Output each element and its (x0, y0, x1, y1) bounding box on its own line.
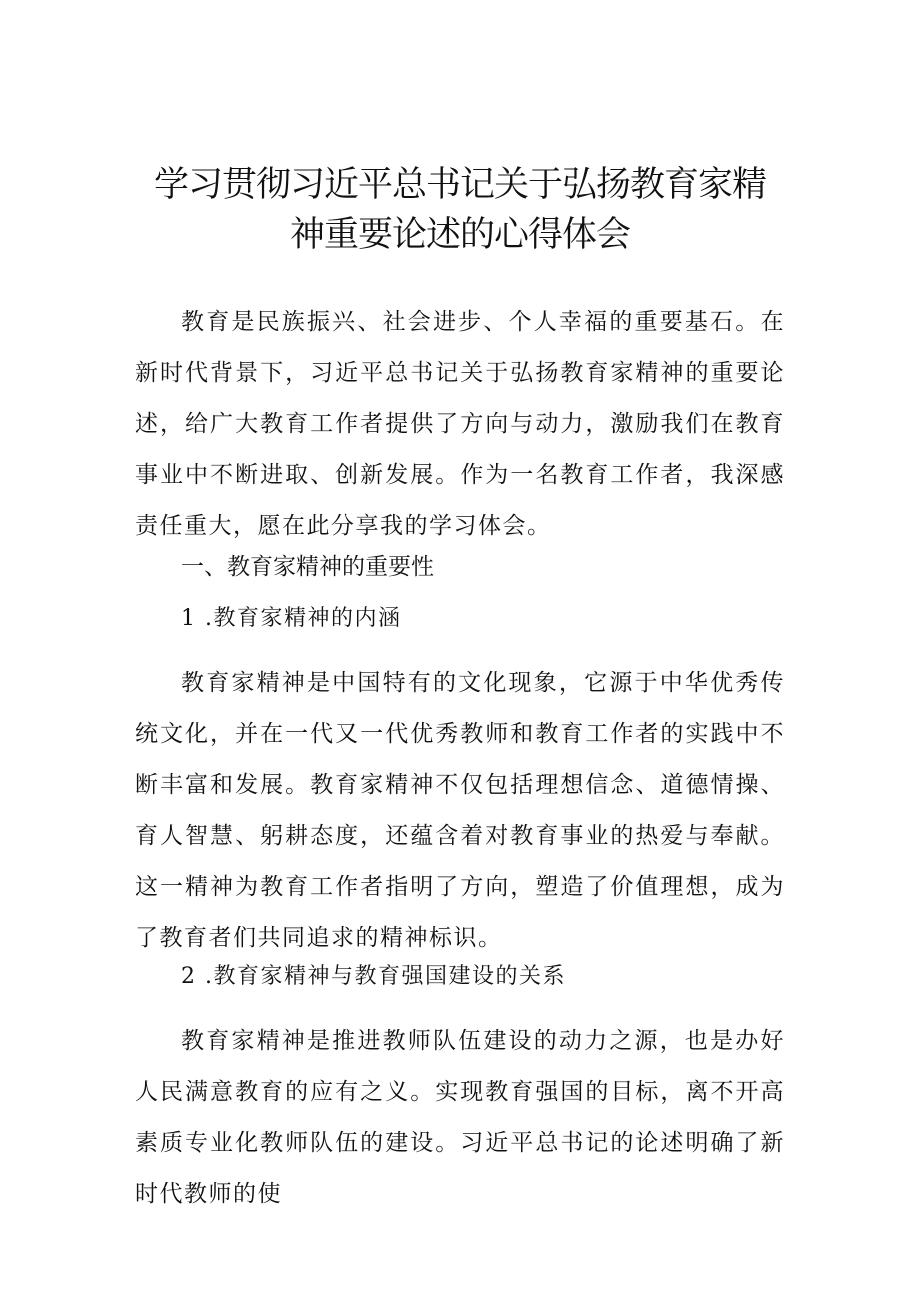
body-paragraph-2: 教育家精神是中国特有的文化现象，它源于中华优秀传统文化，并在一代又一代优秀教师和教育工作者的实践中不断丰富和发展。教育家精神不仅包括理想信念、道德情操、育人智慧、躬耕态度，还蕴含着对教育事业的热爱与奉献。这一精神为教育工作者指明了方向，塑造了价值理想，成为了教育者们共同追求的精神标识。 (135, 670, 785, 951)
document-title-line-1: 学习贯彻习近平总书记关于弘扬教育家精 (153, 165, 766, 205)
subsection-heading-2: 2 .教育家精神与教育强国建设的关系 (181, 964, 566, 989)
document-title-line-2: 神重要论述的心得体会 (289, 215, 630, 255)
body-paragraph-3: 教育家精神是推进教师队伍建设的动力之源，也是办好人民满意教育的应有之义。实现教育强国的目标，离不开高素质专业化教师队伍的建设。习近平总书记的论述明确了新时代教师的使 (135, 1028, 785, 1207)
subsection-heading-1: 1 .教育家精神的内涵 (181, 606, 402, 631)
section-heading-1: 一、教育家精神的重要性 (181, 554, 434, 580)
intro-paragraph: 教育是民族振兴、社会进步、个人幸福的重要基石。在新时代背景下，习近平总书记关于弘扬教育家精神的重要论述，给广大教育工作者提供了方向与动力，激励我们在教育事业中不断进取、创新发展。作为一名教育工作者，我深感责任重大，愿在此分享我的学习体会。 (135, 309, 785, 539)
